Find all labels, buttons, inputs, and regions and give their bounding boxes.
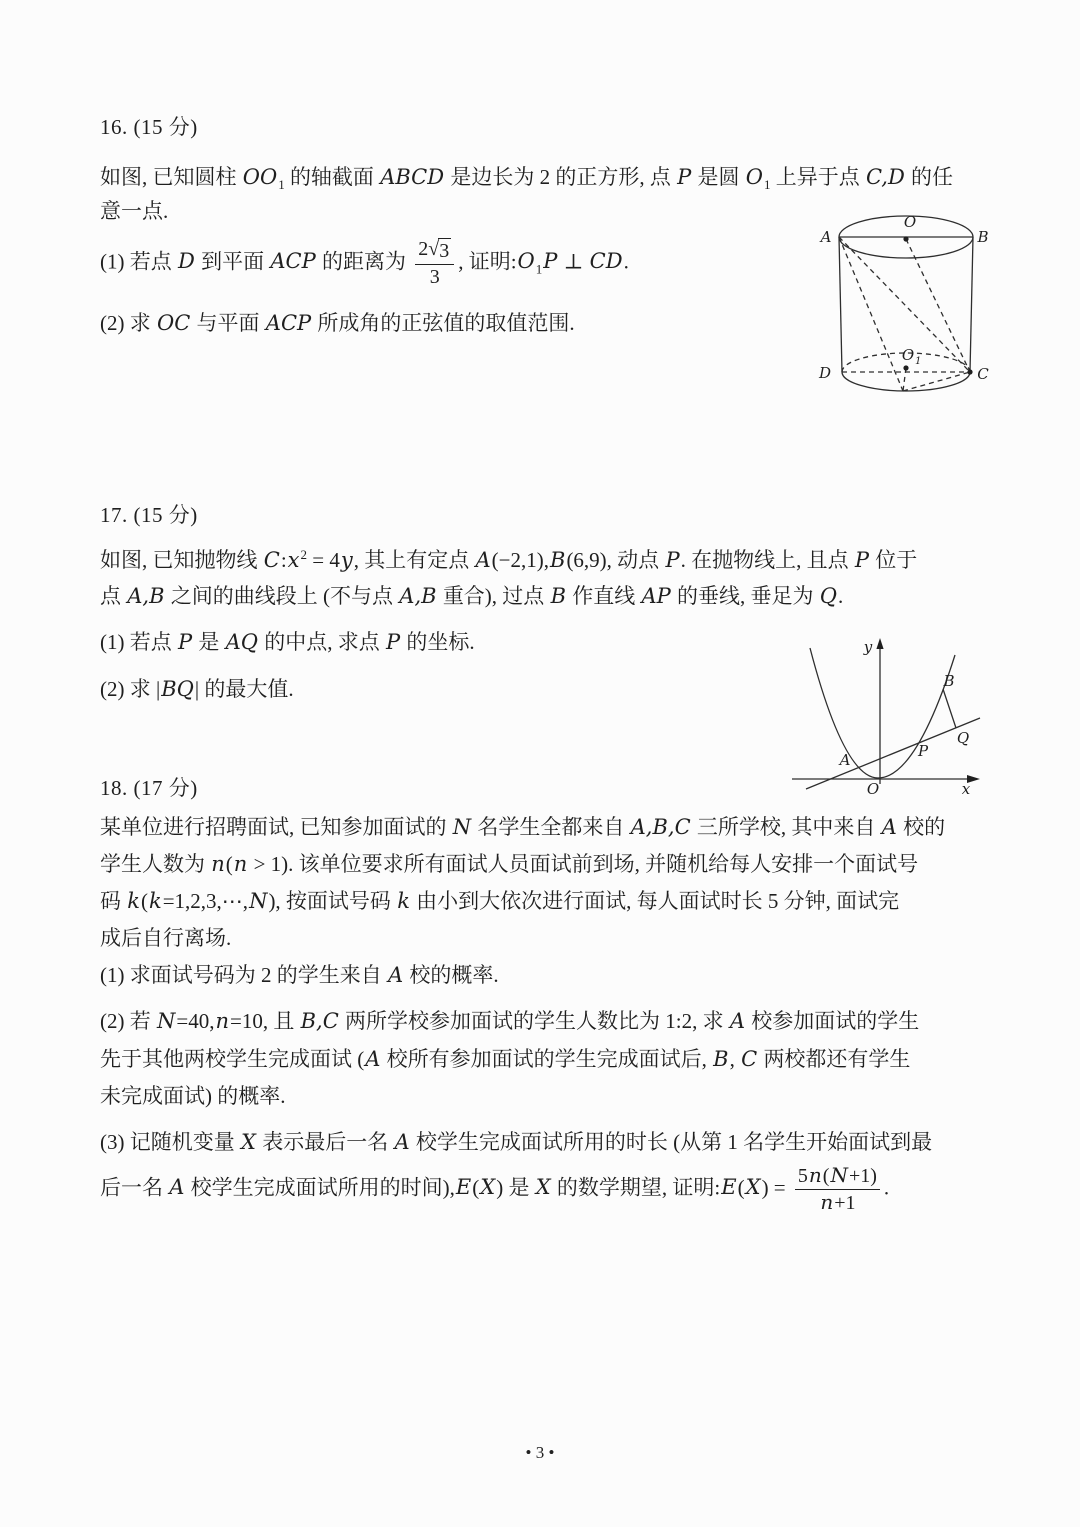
label-O1: O bbox=[901, 346, 915, 364]
p18-intro-line4: 成后自行离场. bbox=[100, 926, 232, 950]
segment-AP bbox=[839, 237, 903, 391]
p16-part2: (2) 求 OC 与平面 ACP 所成角的正弦值的取值范围. bbox=[100, 311, 575, 335]
segment-OC bbox=[906, 239, 970, 372]
point-O1-dot bbox=[903, 365, 908, 370]
p17-part2: (2) 求 |BQ| 的最大值. bbox=[100, 677, 294, 701]
point-C-dot bbox=[967, 369, 972, 374]
label-A: A bbox=[839, 751, 851, 769]
label-Q: Q bbox=[956, 729, 970, 747]
p17-part1: (1) 若点 P 是 AQ 的中点, 求点 P 的坐标. bbox=[100, 630, 475, 654]
label-O: O bbox=[903, 213, 917, 231]
label-O1-sub: 1 bbox=[915, 356, 922, 367]
label-P: P bbox=[917, 742, 929, 760]
cylinder-side-BC bbox=[970, 237, 973, 372]
parabola-curve bbox=[810, 648, 955, 778]
p18-part3-line2: 后一名 A 校学生完成面试所用的时间),E(X) 是 X 的数学期望, 证明:E(X) = $\frac{5n(N+1)}{n+1}$ . bbox=[100, 1163, 890, 1214]
p17-heading: 17. (15 分) bbox=[100, 503, 198, 527]
p18-part1: (1) 求面试号码为 2 的学生来自 A 校的概率. bbox=[100, 963, 499, 987]
p16-intro-line1: 如图, 已知圆柱 $OO_1$ 的轴截面 ABCD 是边长为 2 的正方形, 点 P 是圆 $O_1$ 上异于点 C,D 的任 bbox=[100, 165, 954, 193]
p16-heading: 16. (15 分) bbox=[100, 115, 198, 139]
p18-part3-line1: (3) 记随机变量 X 表示最后一名 A 校学生完成面试所用的时长 (从第 1 名学生开始面试到最 bbox=[100, 1130, 933, 1154]
p16-intro-line2: 意一点. bbox=[100, 199, 169, 223]
segment-BQ bbox=[943, 689, 956, 728]
p17-intro-line1: 如图, 已知抛物线 $C:x^2 = 4y$, 其上有定点 A(−2,1),B(6,9), 动点 P. 在抛物线上, 且点 P 位于 bbox=[100, 547, 918, 572]
cylinder-figure bbox=[812, 196, 1008, 410]
label-C: C bbox=[977, 365, 989, 383]
label-origin: O bbox=[866, 780, 880, 798]
p18-intro-line3: 码 k(k=1,2,3,⋯,N), 按面试号码 k 由小到大依次进行面试, 每人面试时长 5 分钟, 面试完 bbox=[100, 889, 900, 913]
label-B: B bbox=[943, 672, 955, 690]
p18-part2-line3: 未完成面试) 的概率. bbox=[100, 1084, 286, 1108]
p18-heading: 18. (17 分) bbox=[100, 776, 198, 800]
p18-intro-line2: 学生人数为 n(n > 1). 该单位要求所有面试人员面试前到场, 并随机给每人安排一个面试号 bbox=[100, 852, 919, 876]
p18-intro-line1: 某单位进行招聘面试, 已知参加面试的 N 名学生全都来自 A,B,C 三所学校, 其中来自 A 校的 bbox=[100, 815, 946, 839]
y-axis-arrow bbox=[876, 638, 883, 649]
point-O-dot bbox=[903, 236, 908, 241]
label-y-axis: y bbox=[863, 638, 873, 656]
cylinder-bottom-front-arc bbox=[842, 372, 970, 391]
p17-intro-line2: 点 A,B 之间的曲线段上 (不与点 A,B 重合), 过点 B 作直线 AP 的垂线, 垂足为 Q. bbox=[100, 584, 844, 608]
label-A: A bbox=[820, 228, 832, 246]
cylinder-side-AD bbox=[839, 237, 842, 372]
label-x-axis: x bbox=[961, 780, 971, 798]
label-D: D bbox=[818, 364, 832, 382]
p18-part2-line1: (2) 若 N=40,n=10, 且 B,C 两所学校参加面试的学生人数比为 1:2, 求 A 校参加面试的学生 bbox=[100, 1009, 920, 1033]
p18-part2-line2: 先于其他两校学生完成面试 (A 校所有参加面试的学生完成面试后, B, C 两校都还有学生 bbox=[100, 1047, 911, 1071]
label-B: B bbox=[977, 228, 989, 246]
segment-O1P bbox=[903, 368, 906, 391]
p16-part1: (1) 若点 D 到平面 ACP 的距离为 2 √ 3 3 , 证明$:O_1P$ ⊥ CD. bbox=[100, 238, 629, 288]
page-number: • 3 • bbox=[525, 1443, 555, 1462]
